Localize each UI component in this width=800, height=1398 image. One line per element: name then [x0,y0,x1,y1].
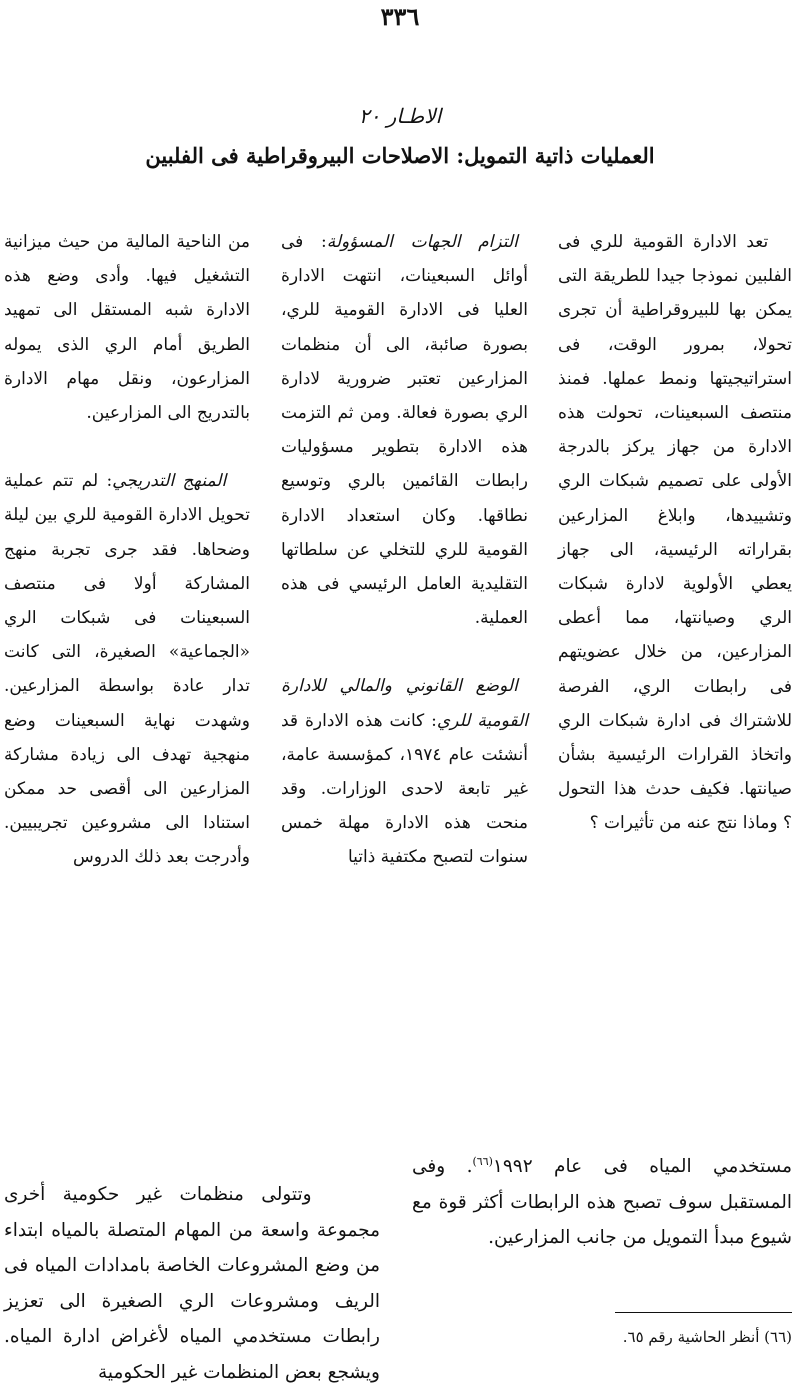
body-paragraph: وتتولى منظمات غير حكومية أخرى مجموعة واسعة من المهام المتصلة بالمياه ابتداء من وضع المشروعات الخاصة بامدادات المياه فى الريف ومشروعات الري الصغيرة الى تعزيز رابطات مستخدمي المياه لأغراض ادارة المياه. ويشجع بعض المنظمات غير الحكومية [4,1184,380,1383]
footnote-ref: (٦٦) [472,1154,493,1168]
box-column-1-paragraph: تعد الادارة القومية للري فى الفلبين نموذجا جيدا للطريقة التى يمكن بها للبيروقراطية أن تجرى تحولا، بمرور الوقت، فى استراتيجيتها ونمط عملها. فمنذ منتصف السبعينات، تحولت هذه الادارة من جهاز يركز بالدرجة الأولى على تصميم شبكات الري وتشييدها، وابلاغ المزارعين بقراراته الرئيسية، الى جهاز يعطي الأولوية لادارة شبكات الري وصيانتها، مما أعطى المزارعين، من خلال عضويتهم فى رابطات الري، الفرصة للاشتراك فى ادارة شبكات الري واتخاذ القرارات الرئيسية بشأن صيانتها. فكيف حدث هذا التحول ؟ وماذا نتج عنه من تأثيرات ؟ [558,232,792,834]
box-column-2-paragraph-2 [281,669,528,874]
body-text: مستخدمي المياه فى عام ١٩٩٢ [492,1156,792,1177]
body-text: . وفى المستقبل سوف تصبح هذه الرابطات أكثر قوة مع شيوع مبدأ التمويل من جانب المزارعين. [412,1156,792,1248]
box-column-3 [4,225,250,875]
box-label: الاطـار ٢٠ [358,104,442,128]
footnote-divider [615,1312,792,1313]
body-paragraph [412,1149,792,1256]
paragraph-body: : كانت هذه الادارة قد أنشئت عام ١٩٧٤، كمؤسسة عامة، غير تابعة لاحدى الوزارات. وقد منحت هذه الادارة مهلة خمس سنوات لتصبح مكتفية ذاتيا [281,710,528,868]
section-heading-commitment: التزام الجهات المسؤولة [326,232,518,252]
box-column-3-paragraph-2 [4,464,250,874]
box-column-1 [558,225,792,841]
box-column-2-paragraph-1 [281,225,528,635]
body-column-2 [4,1177,380,1390]
body-column-1 [412,1149,792,1256]
box-column-2 [281,225,528,875]
section-heading-legal-status: الوضع القانوني والمالي للادارة القومية للري [281,676,528,731]
footnote: (٦٦) أنظر الحاشية رقم ٦٥. [622,1328,792,1346]
section-heading-gradual-approach: المنهج التدريجي [112,471,227,492]
box-column-3-paragraph-1: من الناحية المالية من حيث ميزانية التشغيل فيها. وأدى وضع هذه الادارة شبه المستقل الى تمهيد الطريق أمام الري الذى يموله المزارعون، ونقل مهام الادارة بالتدريج الى المزارعين. [4,232,250,424]
box-title: العمليات ذاتية التمويل: الاصلاحات البيروقراطية فى الفلبين [145,143,655,168]
page-number: ٣٣٦ [380,2,420,31]
paragraph-body: : لم تتم عملية تحويل الادارة القومية للري بين ليلة وضحاها. فقد جرى تجربة منهج المشاركة أولا فى منتصف السبعينات فى شبكات الري «الجماعية» الصغيرة، التى كانت تدار عادة بواسطة المزارعين. وشهدت نهاية السبعينات وضع منهجية تهدف الى زيادة مشاركة المزارعين الى أقصى حد ممكن استنادا الى مشروعين تجريبيين. وأدرجت بعد ذلك الدروس [4,471,250,868]
paragraph-body: : فى أوائل السبعينات، انتهت الادارة العليا فى الادارة القومية للري، بصورة صائبة، الى أن منظمات المزارعين تعتبر ضرورية لادارة الري بصورة فعالة. ومن ثم التزمت هذه الادارة بتطوير مسؤوليات رابطات القائمين بالري وتوسيع نطاقها. وكان استعداد الادارة القومية للري للتخلي عن سلطاتها التقليدية العامل الرئيسي فى هذه العملية. [281,232,528,629]
